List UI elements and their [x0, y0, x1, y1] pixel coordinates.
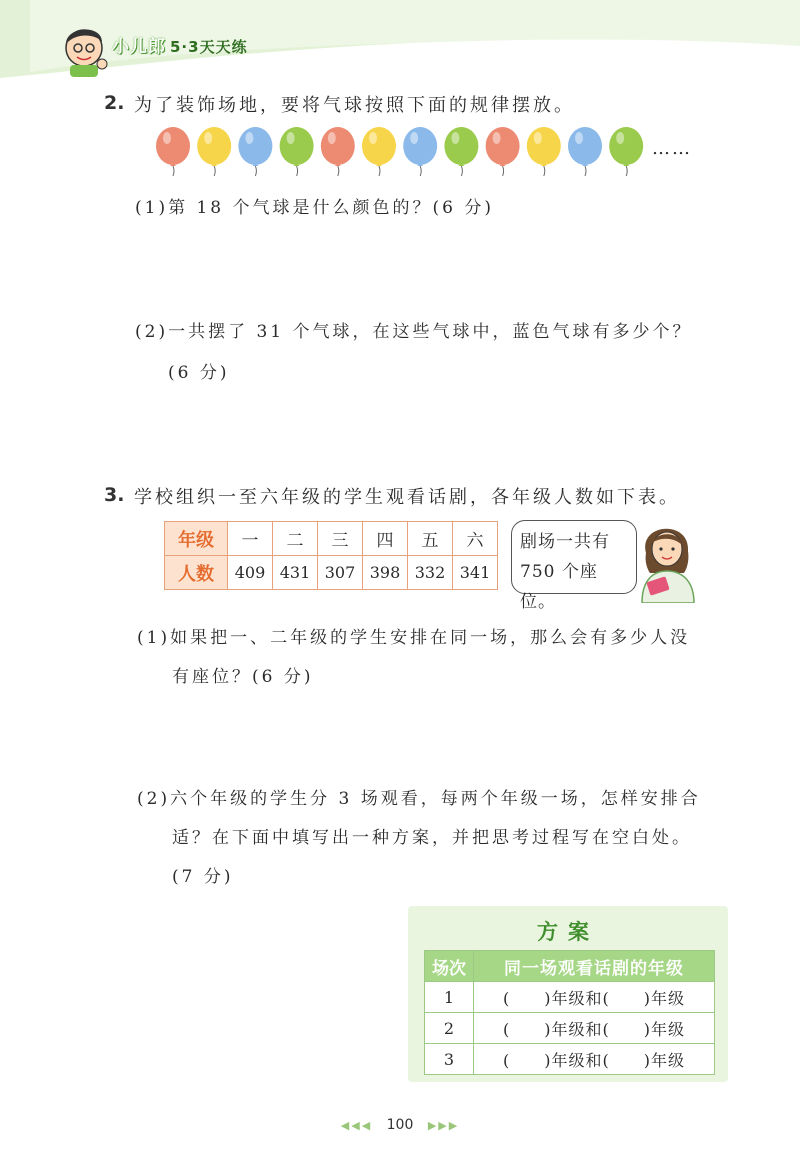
grade-cell: 二	[273, 522, 318, 556]
question-2-sub1: (1)第 18 个气球是什么颜色的？(6 分)	[135, 198, 495, 218]
yellow-balloon-icon	[527, 127, 561, 176]
plan-row-number: 1	[425, 982, 474, 1013]
footer-right-arrows: ▶▶▶	[427, 1119, 460, 1132]
green-balloon-icon	[280, 127, 314, 176]
blue-balloon-icon	[568, 127, 602, 176]
speech-bubble	[511, 520, 637, 612]
count-cell: 307	[318, 556, 363, 590]
question-3-number: 3.	[104, 484, 125, 506]
red-balloon-icon	[486, 127, 520, 176]
plan-row	[425, 982, 715, 1013]
plan-row-number: 2	[425, 1013, 474, 1044]
grade-header: 年级	[165, 522, 228, 556]
green-balloon-icon	[609, 127, 643, 176]
question-3-sub2-line1: (2)六个年级的学生分 3 场观看，每两个年级一场，怎样安排合	[137, 789, 701, 809]
question-3-sub1-line1: (1)如果把一、二年级的学生安排在同一场，那么会有多少人没	[137, 628, 691, 648]
balloon-ellipsis: ……	[652, 138, 692, 159]
grade-cell: 三	[318, 522, 363, 556]
yellow-balloon-icon	[362, 127, 396, 176]
grade-cell: 五	[408, 522, 453, 556]
red-balloon-icon	[156, 127, 190, 176]
bubble-line2: 750 个座位。	[520, 562, 598, 612]
question-2-number: 2.	[104, 92, 125, 114]
plan-row-answer[interactable]: ( )年级和( )年级	[474, 982, 715, 1013]
blue-balloon-icon	[403, 127, 437, 176]
plan-row-number: 3	[425, 1044, 474, 1075]
footer-left-arrows: ◀◀◀	[340, 1119, 373, 1132]
red-balloon-icon	[321, 127, 355, 176]
count-cell: 341	[453, 556, 498, 590]
brand-main: 小儿郎	[112, 37, 166, 57]
grade-cell: 一	[228, 522, 273, 556]
grade-row	[165, 522, 498, 556]
question-3-sub2-line3: (7 分)	[172, 867, 234, 887]
page-number: 100	[386, 1117, 414, 1133]
bubble-line1: 剧场一共有	[520, 532, 610, 552]
question-2-sub2-line1: (2)一共摆了 31 个气球，在这些气球中，蓝色气球有多少个？	[135, 322, 693, 342]
teacher-icon	[628, 513, 708, 603]
count-cell: 332	[408, 556, 453, 590]
grade-count-table	[164, 521, 498, 590]
green-balloon-icon	[444, 127, 478, 176]
count-cell: 431	[273, 556, 318, 590]
mascot-boy-icon	[58, 18, 114, 78]
question-3-text: 学校组织一至六年级的学生观看话剧，各年级人数如下表。	[134, 487, 680, 508]
brand-logo	[112, 32, 248, 57]
count-cell: 398	[363, 556, 408, 590]
grade-cell: 四	[363, 522, 408, 556]
grade-cell: 六	[453, 522, 498, 556]
plan-row-answer[interactable]: ( )年级和( )年级	[474, 1013, 715, 1044]
page-footer	[0, 1117, 800, 1133]
count-header: 人数	[165, 556, 228, 590]
question-2-sub2-line2: (6 分)	[168, 363, 230, 383]
blue-balloon-icon	[238, 127, 272, 176]
count-cell: 409	[228, 556, 273, 590]
plan-table	[424, 950, 715, 1075]
plan-col-grades: 同一场观看话剧的年级	[474, 951, 715, 982]
plan-title: 方案	[537, 920, 599, 944]
balloon-row	[155, 122, 715, 182]
count-row	[165, 556, 498, 590]
question-3-sub1-line2: 有座位？(6 分)	[172, 667, 314, 687]
brand-sub: 5·3天天练	[170, 38, 248, 56]
plan-row	[425, 1013, 715, 1044]
plan-row-answer[interactable]: ( )年级和( )年级	[474, 1044, 715, 1075]
plan-header-row	[425, 951, 715, 982]
plan-box	[408, 906, 728, 1082]
plan-col-session: 场次	[425, 951, 474, 982]
yellow-balloon-icon	[197, 127, 231, 176]
plan-row	[425, 1044, 715, 1075]
question-2-text: 为了装饰场地，要将气球按照下面的规律摆放。	[134, 95, 575, 116]
question-3-sub2-line2: 适？在下面中填写出一种方案，并把思考过程写在空白处。	[172, 828, 692, 848]
